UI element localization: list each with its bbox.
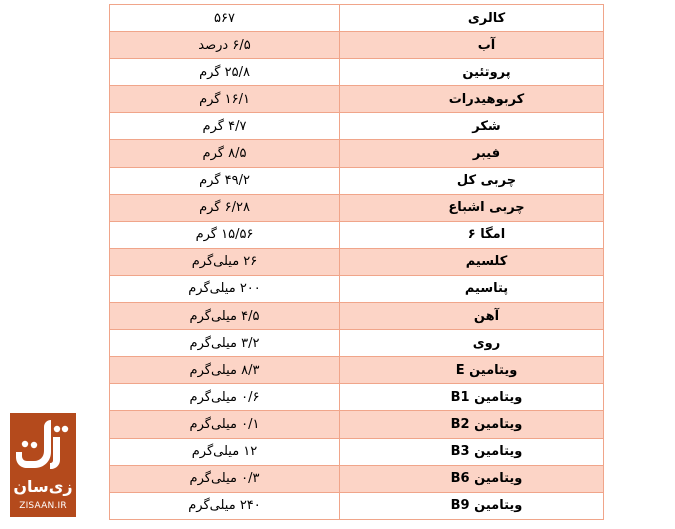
nutrient-name-cell: پروتئین bbox=[340, 59, 604, 86]
nutrient-name-cell: آهن bbox=[340, 303, 604, 330]
nutrient-value-cell: ۴/۷ گرم bbox=[110, 113, 340, 140]
logo-name-latin: ZISAAN.IR bbox=[19, 501, 67, 511]
nutrient-name-cell: ویتامین B2 bbox=[340, 411, 604, 438]
nutrient-name-cell: ویتامین B6 bbox=[340, 465, 604, 492]
nutrient-name-cell: شکر bbox=[340, 113, 604, 140]
table-row bbox=[110, 438, 604, 465]
nutrient-name-cell: کلسیم bbox=[340, 248, 604, 275]
nutrient-value-cell: ۲۶ میلی‌گرم bbox=[110, 248, 340, 275]
nutrient-name-cell: چربی کل bbox=[340, 167, 604, 194]
nutrient-value-cell: ۶/۲۸ گرم bbox=[110, 194, 340, 221]
nutrient-value-cell: ۴۹/۲ گرم bbox=[110, 167, 340, 194]
nutrient-name-cell: ویتامین B9 bbox=[340, 492, 604, 519]
nutrition-table-container bbox=[109, 4, 571, 520]
nutrient-value-cell: ۲۵/۸ گرم bbox=[110, 59, 340, 86]
nutrient-value-cell: ۱۶/۱ گرم bbox=[110, 86, 340, 113]
nutrient-value-cell: ۲۰۰ میلی‌گرم bbox=[110, 275, 340, 302]
table-row bbox=[110, 248, 604, 275]
nutrient-value-cell: ۲۴۰ میلی‌گرم bbox=[110, 492, 340, 519]
nutrient-value-cell: ۱۲ میلی‌گرم bbox=[110, 438, 340, 465]
table-row bbox=[110, 194, 604, 221]
nutrient-value-cell: ۱۵/۵۶ گرم bbox=[110, 221, 340, 248]
table-row bbox=[110, 32, 604, 59]
table-row bbox=[110, 303, 604, 330]
table-row bbox=[110, 330, 604, 357]
nutrient-name-cell: پتاسیم bbox=[340, 275, 604, 302]
nutrient-value-cell: ۸/۳ میلی‌گرم bbox=[110, 357, 340, 384]
nutrient-name-cell: کربوهیدرات bbox=[340, 86, 604, 113]
table-row bbox=[110, 140, 604, 167]
table-row bbox=[110, 492, 604, 519]
logo-name-persian: زی‌سان bbox=[13, 477, 73, 496]
zisaan-logo-mark-icon bbox=[10, 417, 76, 475]
table-row bbox=[110, 59, 604, 86]
table-row bbox=[110, 221, 604, 248]
table-row bbox=[110, 113, 604, 140]
nutrient-value-cell: ۳/۲ میلی‌گرم bbox=[110, 330, 340, 357]
nutrition-table-body bbox=[110, 5, 604, 520]
nutrition-table bbox=[109, 4, 604, 520]
nutrient-name-cell: ویتامین E bbox=[340, 357, 604, 384]
nutrient-value-cell: ۴/۵ میلی‌گرم bbox=[110, 303, 340, 330]
nutrient-name-cell: امگا ۶ bbox=[340, 221, 604, 248]
nutrient-name-cell: روی bbox=[340, 330, 604, 357]
table-row bbox=[110, 5, 604, 32]
nutrient-value-cell: ۶/۵ درصد bbox=[110, 32, 340, 59]
table-row bbox=[110, 275, 604, 302]
nutrient-name-cell: ویتامین B1 bbox=[340, 384, 604, 411]
table-row bbox=[110, 86, 604, 113]
table-row bbox=[110, 357, 604, 384]
table-row bbox=[110, 384, 604, 411]
zisaan-logo[interactable] bbox=[10, 413, 76, 517]
nutrient-value-cell: ۰/۶ میلی‌گرم bbox=[110, 384, 340, 411]
nutrient-value-cell: ۵۶۷ bbox=[110, 5, 340, 32]
nutrient-value-cell: ۸/۵ گرم bbox=[110, 140, 340, 167]
nutrient-name-cell: ویتامین B3 bbox=[340, 438, 604, 465]
nutrient-value-cell: ۰/۱ میلی‌گرم bbox=[110, 411, 340, 438]
table-row bbox=[110, 167, 604, 194]
nutrient-name-cell: کالری bbox=[340, 5, 604, 32]
table-row bbox=[110, 411, 604, 438]
nutrient-name-cell: آب bbox=[340, 32, 604, 59]
nutrient-value-cell: ۰/۳ میلی‌گرم bbox=[110, 465, 340, 492]
table-row bbox=[110, 465, 604, 492]
nutrient-name-cell: فیبر bbox=[340, 140, 604, 167]
nutrient-name-cell: چربی اشباع bbox=[340, 194, 604, 221]
